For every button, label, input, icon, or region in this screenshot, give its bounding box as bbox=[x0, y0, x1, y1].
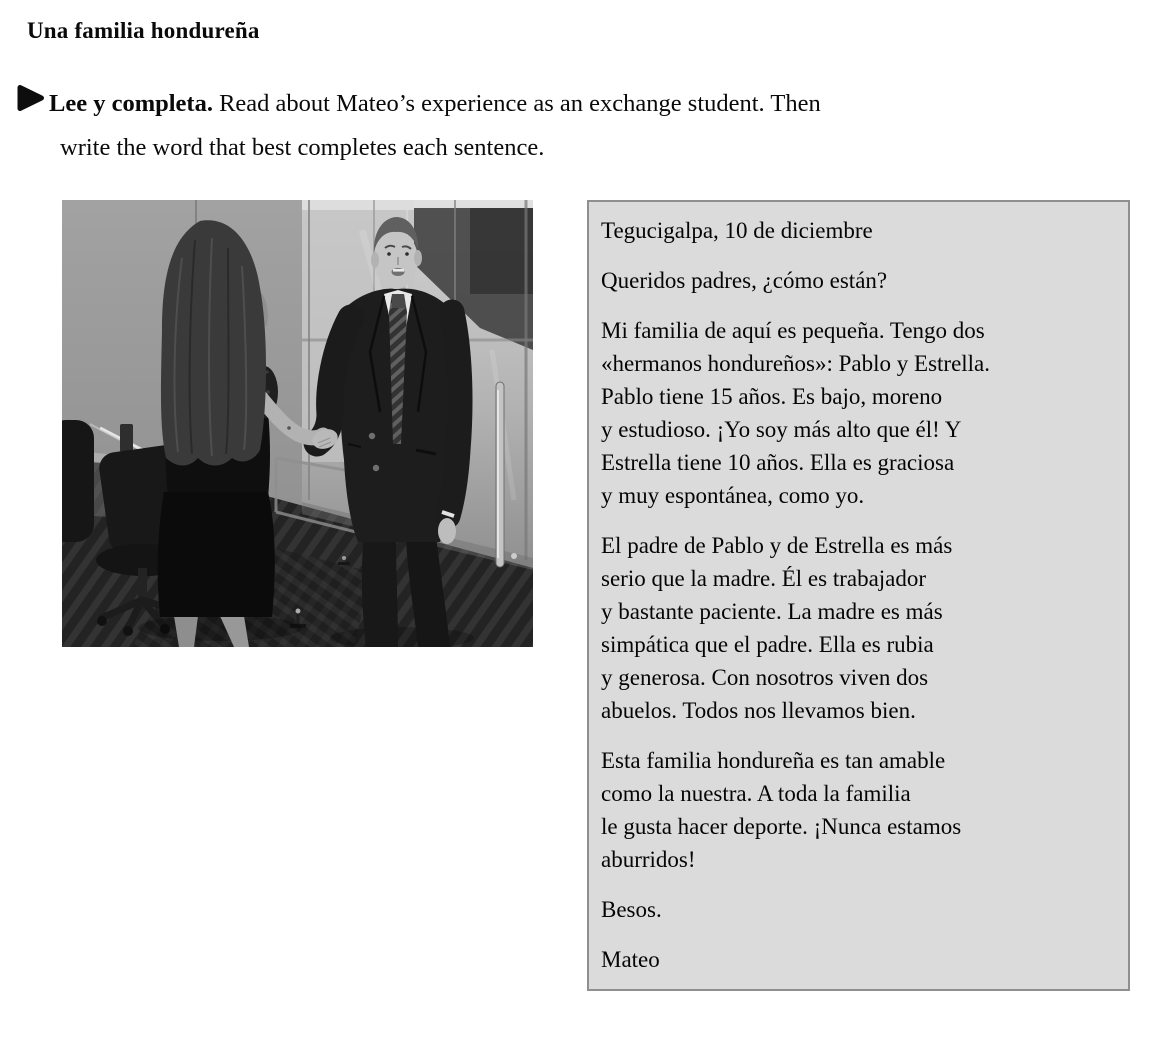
letter-line: Estrella tiene 10 años. Ella es graciosa bbox=[601, 450, 955, 475]
letter-line: Mi familia de aquí es pequeña. Tengo dos bbox=[601, 318, 985, 343]
instruction-bold-label: Lee y completa. bbox=[49, 90, 213, 117]
letter-line: El padre de Pablo y de Estrella es más bbox=[601, 533, 953, 558]
door-handle bbox=[496, 382, 504, 567]
letter-line: y generosa. Con nosotros viven dos bbox=[601, 665, 929, 690]
letter-line: aburridos! bbox=[601, 847, 696, 872]
instruction-line-1: Read about Mateo’s experience as an exchange student. Then bbox=[219, 90, 821, 117]
letter-card bbox=[587, 200, 1130, 991]
letter-line: «hermanos hondureños»: Pablo y Estrella. bbox=[601, 351, 991, 376]
page-title: Una familia hondureña bbox=[27, 18, 260, 43]
letter-line: Mateo bbox=[601, 947, 660, 972]
letter-line: simpática que el padre. Ella es rubia bbox=[601, 632, 934, 657]
letter-line: Pablo tiene 15 años. Es bajo, moreno bbox=[601, 384, 943, 409]
letter-paragraph bbox=[601, 943, 1114, 976]
activity-instruction bbox=[49, 82, 1039, 170]
letter-paragraph bbox=[601, 314, 1114, 512]
play-triangle-icon bbox=[15, 83, 45, 113]
letter-line: Esta familia hondureña es tan amable bbox=[601, 748, 946, 773]
letter-paragraph bbox=[601, 214, 1114, 247]
letter-paragraph bbox=[601, 893, 1114, 926]
letter-line: Tegucigalpa, 10 de diciembre bbox=[601, 218, 873, 243]
photo-illustration bbox=[62, 200, 533, 647]
letter-paragraph bbox=[601, 744, 1114, 876]
letter-line: Besos. bbox=[601, 897, 662, 922]
letter-line: y bastante paciente. La madre es más bbox=[601, 599, 943, 624]
handshake-office-photo bbox=[62, 200, 533, 647]
letter-line: y estudioso. ¡Yo soy más alto que él! Y bbox=[601, 417, 962, 442]
letter-line: le gusta hacer deporte. ¡Nunca estamos bbox=[601, 814, 962, 839]
instruction-line-2: write the word that best completes each sentence. bbox=[60, 134, 545, 161]
letter-line: Queridos padres, ¿cómo están? bbox=[601, 268, 888, 293]
letter-paragraph bbox=[601, 264, 1114, 297]
letter-paragraph bbox=[601, 529, 1114, 727]
letter-line: y muy espontánea, como yo. bbox=[601, 483, 865, 508]
letter-line: como la nuestra. A toda la familia bbox=[601, 781, 911, 806]
letter-line: serio que la madre. Él es trabajador bbox=[601, 566, 927, 591]
letter-line: abuelos. Todos nos llevamos bien. bbox=[601, 698, 916, 723]
